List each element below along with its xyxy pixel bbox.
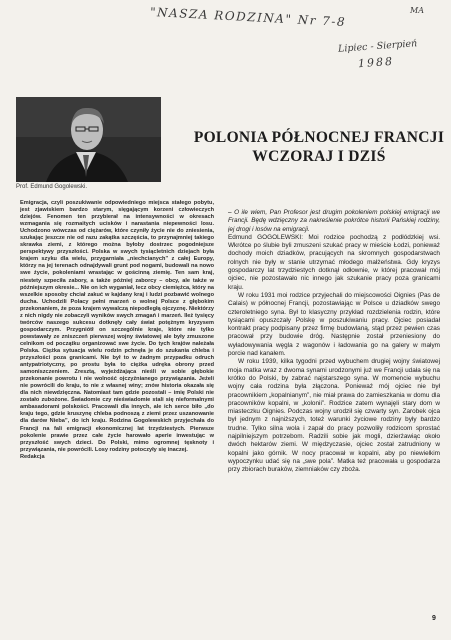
handwritten-magazine-note: "NASZA RODZINA" Nr 7-8 bbox=[149, 4, 347, 30]
photo-caption: Prof. Edmund Gogolewski. bbox=[16, 184, 88, 190]
interview-question: – O ile wiem, Pan Profesor jest drugim pokoleniem polskiej emigracji we Francji. Będę wdzięczny za nakreślenie pokrótce historii Pańskiej rodziny, jej drogi i losów na emigracji. bbox=[228, 209, 440, 233]
interview-column bbox=[228, 209, 440, 609]
page-number: 9 bbox=[432, 615, 436, 622]
portrait-illustration bbox=[16, 97, 161, 182]
article-title-line2: WCZORAJ I DZIŚ bbox=[252, 148, 386, 165]
handwritten-date-line2: 1988 bbox=[357, 54, 395, 71]
handwritten-date-line1: Lipiec - Sierpień bbox=[337, 38, 418, 55]
interview-answer-3: W roku 1939, kilka tygodni przed wybuchem drugiej wojny światowej moja matka wraz z dwoma synami urodzonymi już we Francji udała się na krótko do Polski, by zabrać najstarszego syna. W momencie wybuchu wojny cała rodzina była złączona. Ponieważ mój ojciec nie był pracownikiem „kopalnianym”, nie miał prawa do zamieszkania w domu dla pracowników kopalni, w „koloniі”. Rodzice zatem wynajęli stary dom w miasteczku Oignies. Podczas wojny urodził się czwarty syn. Zarobek ojca był jednym z najniższych, toteż warunki życiowe rodziny były bardzo trudne. Tylko silna wola i zapał do pracy pozwoliły rodzicom sprostać najpilniejszym potrzebom. Radzili sobie jak mogli, dzierżawiąc około dwóch hektarów ziemi. W międzyczasie, ojciec został zatrudniony w kopalni jako górnik. W nocy pracował w kopalni, aby po niewielkim wypoczynku udać się na „swe pola”. Matka też pracowała u gospodarza przy zbiorach buraków, ziemniaków czy zboża. bbox=[228, 358, 440, 474]
lead-column bbox=[20, 200, 214, 535]
interview-answer-1: Edmund GOGOLEWSKI: Moi rodzice pochodzą z podłódzkiej wsi. Wkrótce po ślubie byli zmuszeni szukać pracy w mieście Łodzi, ponieważ dochody moich dziadków, pracujących na skromnych gospodarstwach rolnych nie były w stanie utrzymać młodego małżeństwa. Gdy kryzys gospodarczy lat trzydziestych dotknął odłownie, w której pracował mój ojciec, nie pozostawało nic innego jak szukanie pracy poza granicami kraju. bbox=[228, 233, 440, 291]
handwritten-corner-mark: MA bbox=[410, 6, 424, 15]
article-title bbox=[188, 128, 450, 166]
lead-text: Emigracja, czyli poszukiwanie odpowiedniego miejsca stałego pobytu, jest zjawiskiem bardzo starym, sięgającym korzeni człowieczych dziejów. Fenomen ten przybierał na intensywności w okresach wzmagania się rozmaitych ucisków i narastania niepewności losu. Uchodzono wówczas od ciężarów, które czyniły życie nie do zniesienia, szukając jeszcze nie od razu zakątka szczęścia, to przynajmniej takiego skrawka ziemi, z którego można byłoby dostrzec pogodniejsze perspektywy przyszłości. Polska w swych tysiącletnich dziejach była krajem szyku dla wielu, przygarniała „niechcianych” z całej Europy, którzy na jej terenach odnajdywali grunt pod nogami, budowali na nowo swe życie, pokoleniami wrastając w gościnną ziemię. Ten sam kraj, niestety szpeciła zabory, a także później zaborcy – obcy, ale także w późniejszym okresie... Nie on ich wyganiał, lecz obcy ciemiężca, który na wszelkie sposoby chciał zakuć w kajdany kraj i ludzi pozbawić wolnego ducha. Uchodzili Polacy pełni marzeń o wolnej Polsce z głębokim przekonaniem, że poza krajem wywalczą niepodległą ojczyznę. Niektórzy z nich nigdy nie zobaczyli wyników swych zmagań i marzeń. Ileż tysięcy twórców naszego sukcesu dotknęły cały świat potężnym kryzysem gospodarczym. Przygniótł on szczególnie kraje, które nie tylko powstawały ze zniszczeń pierwszej wojny światowej ale były zmuszone celnikom od początku organizować swe życie. Do tych krajów należała Polska. Ciężka sytuacja wielu rodzin pchnęła je do szukania chleba i przyszłości poza granicami. Nie był to w żadnym przypadku odruch antypatriotyczny, po prostu była to ciężka udręka obrony przed samoniszczeniem. Zresztą, wyjeżdżająca nieśli w sobie głębokie przekonanie powrotu i nie wolność ojczyźnianego przywiązania. Jeżeli nie powrócili do kraju, to nie z własnej winy; znów historia okazała się dla nich niewdzięczna. Natomiast tam gdzie pozostali – imię Polski nie zostało zubożone. Świadomie czy nieświadomie stali się nieformalnymi ambasadorami polskości. Pracowali dla innych, ale ich serce biło „do kraju tego, gdzie kruszynę chleba podnoszą z ziemi przez uszanowanie dla darów Nieba”, do ich kraju. Rodzina Gogolewskich przyjechała do Francji na fali emigracji ekonomicznej lat trzydziestych. Pierwsze pokolenie prawie przez całe życie harowało aperie inwestując w przyszłość swych dzieci. Do Polski, mimo ogromnej tęsknoty i przywiązania, nie powrócili. Losy rodziny potoczyły się inaczej. bbox=[20, 200, 214, 453]
lead-signature: Redakcja bbox=[20, 453, 45, 460]
article-title-line1: POLONIA PÓŁNOCNEJ FRANCJI bbox=[193, 129, 445, 146]
interview-answer-2: W roku 1931 moi rodzice przyjechali do miejscowości Oignies (Pas de Calais) w północnej Francji, pozostawiając w Polsce u dziadków swego czteroletniego syna. Był to klasyczny przykład rozdzielenia rodzin, które tysiącami opuszczały Polskę w poszukiwaniu pracy. Ojciec posiadał kontrakt pracy podpisany przez firmę budowlaną, stąd przez pewien czas pracował przy budowie dróg. Następnie został przeniesiony do wyładowywania węgla z wagonów i ładowania go na galery w małym porcie nad kanałem. bbox=[228, 291, 440, 358]
portrait-photo bbox=[16, 97, 161, 182]
